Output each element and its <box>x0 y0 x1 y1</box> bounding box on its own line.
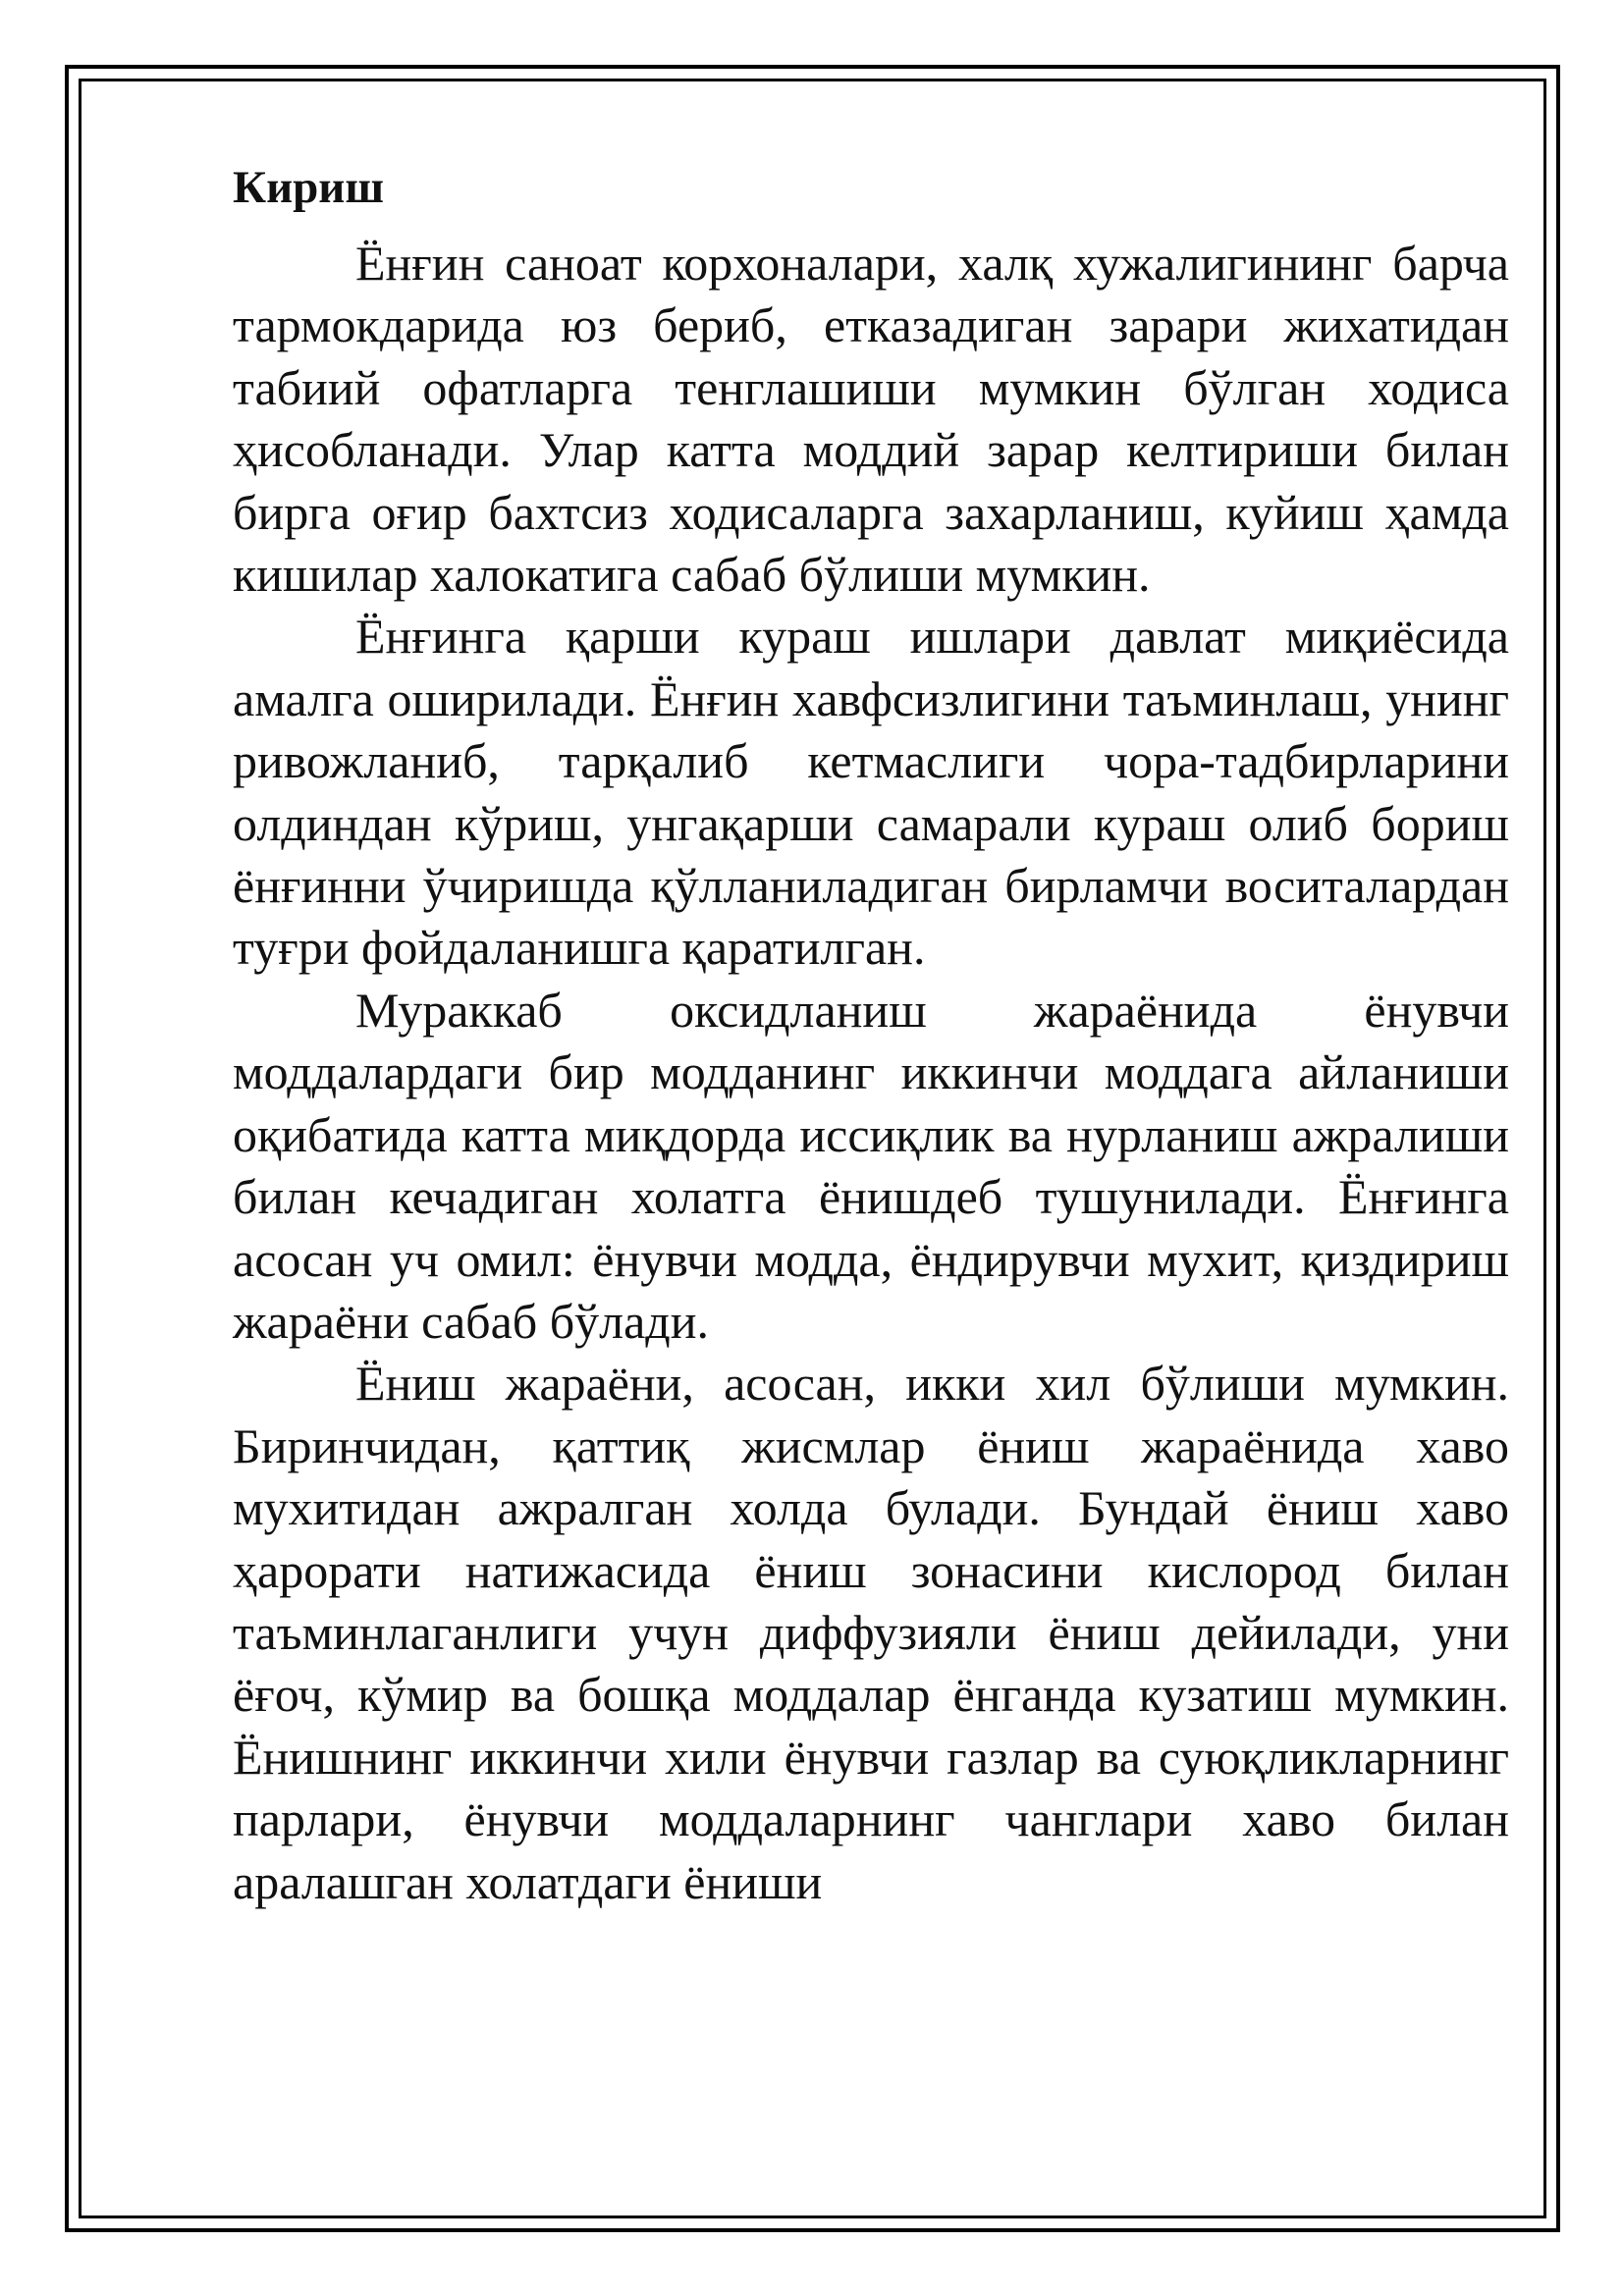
paragraph-4: Ёниш жараёни, асосан, икки хил бўлиши мумкин. Биринчидан, қаттиқ жисмлар ёниш жараёнида хаво мухитидан ажралган холда булади. Бундай ёниш хаво ҳарорати натижасида ёниш зонасини кислород билан таъминлаганлиги учун диффузияли ёниш дейилади, уни ёғоч, кўмир ва бошқа моддалар ёнганда кузатиш мумкин. Ёнишнинг иккинчи хили ёнувчи газлар ва суюқликларнинг парлари, ёнувчи моддаларнинг чанглари хаво билан аралашган холатдаги ёниши <box>233 1356 1509 1909</box>
section-heading: Кириш <box>233 162 385 213</box>
paragraph-1: Ёнғин саноат корхоналари, халқ хужалигининг барча тармокдарида юз бериб, етказадиган зарари жихатидан табиий офатларга тенглашиши мумкин бўлган ходиса ҳисобланади. Улар катта моддий зарар келтириши билан бирга оғир бахтсиз ходисаларга захарланиш, куйиш ҳамда кишилар халокатига сабаб бўлиши мумкин. <box>233 236 1509 603</box>
paragraph-2: Ёнғинга қарши кураш ишлари давлат миқиёсида амалга оширилади. Ёнғин хавфсизлигини таъминлаш, унинг ривожланиб, тарқалиб кетмаслиги чора-тадбирларини олдиндан кўриш, унгақарши самарали кураш олиб бориш ёнғинни ўчиришда қўлланиладиган бирламчи воситалардан туғри фойдаланишга қаратилган. <box>233 609 1509 976</box>
paragraph-3: Мураккаб оксидланиш жараёнида ёнувчи моддалардаги бир модданинг иккинчи моддага айланиши оқибатида катта миқдорда иссиқлик ва нурланиш ажралиши билан кечадиган холатга ёнишдеб тушунилади. Ёнғинга асосан уч омил: ёнувчи модда, ёндирувчи мухит, қиздириш жараёни сабаб бўлади. <box>233 982 1509 1349</box>
document-body <box>233 157 1509 1913</box>
